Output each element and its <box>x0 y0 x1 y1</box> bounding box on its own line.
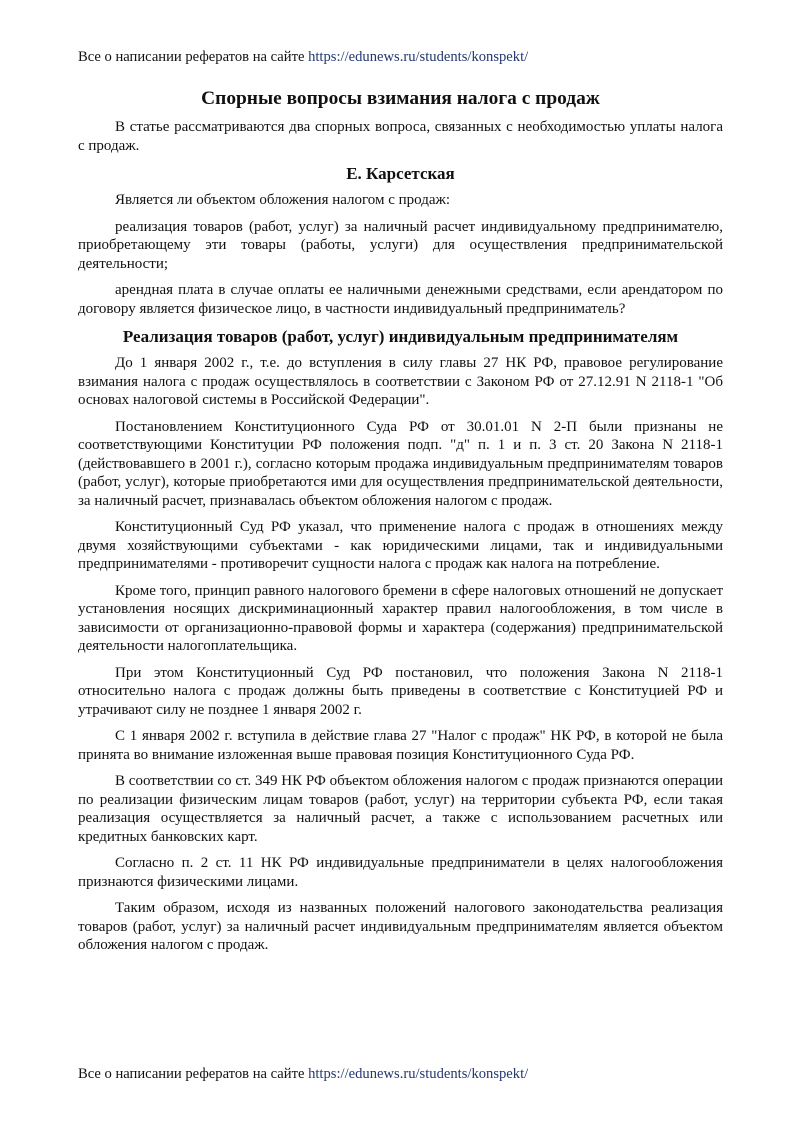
header-text: Все о написании рефератов на сайте <box>78 49 309 65</box>
footer-link[interactable]: https://edunews.ru/students/konspekt/ <box>308 1066 529 1082</box>
section-paragraph: Согласно п. 2 ст. 11 НК РФ индивидуальные предприниматели в целях налогообложения признаются физическими лицами. <box>78 855 723 890</box>
page-footer <box>78 1065 738 1083</box>
question-paragraph: арендная плата в случае оплаты ее наличными денежными средствами, если арендатором по договору является физическое лицо, в частности индивидуальный предприниматель? <box>78 282 723 317</box>
question-paragraph: реализация товаров (работ, услуг) за наличный расчет индивидуальному предпринимателю, приобретающему эти товары (работы, услуги) для осуществления предпринимательской деятельности; <box>78 218 723 272</box>
section-paragraph: Конституционный Суд РФ указал, что применение налога с продаж в отношениях между двумя хозяйствующими субъектами - как юридическими лицами, так и индивидуальными предпринимателями - противоречит сущности налога с продаж как налога на потребление. <box>78 519 723 572</box>
footer-text: Все о написании рефератов на сайте <box>78 1066 309 1082</box>
section-paragraph: С 1 января 2002 г. вступила в действие глава 27 "Налог с продаж" НК РФ, в которой не была принята во внимание изложенная выше правовая позиция Конституционного Суда РФ. <box>78 728 723 763</box>
section-paragraph: В соответствии со ст. 349 НК РФ объектом обложения налогом с продаж признаются операции по реализации физическим лицам товаров (работ, услуг) на территории субъекта РФ, если такая реализация осуществляется за наличный расчет, а также с использованием расчетных или кредитных банковских карт. <box>78 773 723 845</box>
section-paragraph: До 1 января 2002 г., т.е. до вступления в силу главы 27 НК РФ, правовое регулирование взимания налога с продаж осуществлялось в соответствии с Законом РФ от 27.12.91 N 2118-1 "Об основах налоговой системы в Российской Федерации". <box>78 355 723 408</box>
section-heading: Реализация товаров (работ, услуг) индивидуальным предпринимателям <box>122 327 679 346</box>
header-link[interactable]: https://edunews.ru/students/konspekt/ <box>308 49 529 65</box>
section-paragraph: При этом Конституционный Суд РФ постановил, что положения Закона N 2118-1 относительно налога с продаж должны быть приведены в соответствие с Конституцией РФ и утрачивают силу не позднее 1 января 2002 г. <box>78 664 723 718</box>
section-paragraph: Кроме того, принцип равного налогового бремени в сфере налоговых отношений не допускает установления носящих дискриминационный характер правил налогообложения, в том числе в зависимости от организационно-правовой формы и характера (содержания) предпринимательской деятельности налогоплательщика. <box>78 582 723 654</box>
section-paragraph: Таким образом, исходя из названных положений налогового законодательства реализация товаров (работ, услуг) за наличный расчет индивидуальным предпринимателям является объектом обложения налогом с продаж. <box>78 900 723 953</box>
page-header <box>78 48 738 66</box>
article-author: Е. Карсетская <box>346 164 455 183</box>
question-paragraph: Является ли объектом обложения налогом с продаж: <box>115 192 451 208</box>
article-title: Спорные вопросы взимания налога с продаж <box>201 88 600 109</box>
article-body <box>78 86 723 963</box>
section-paragraph: Постановлением Конституционного Суда РФ от 30.01.01 N 2-П были признаны не соответствующими Конституции РФ положения подп. "д" п. 1 и п. 3 ст. 20 Закона N 2118-1 (действовавшего в 2001 г.), согласно которым продажа индивидуальным предпринимателям товаров (работ, услуг), которые приобретаются ими для осуществления предпринимательской деятельности, за наличный расчет, признавалась объектом обложения налогом с продаж. <box>78 418 723 509</box>
article-intro: В статье рассматриваются два спорных вопроса, связанных с необходимостью уплаты налога с продаж. <box>78 119 723 154</box>
